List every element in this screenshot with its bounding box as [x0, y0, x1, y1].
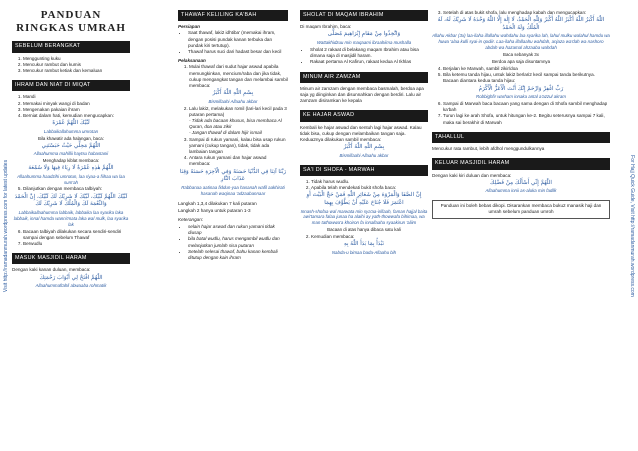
arabic-text: نَبْدَأُ بِمَا بَدَأَ اللّٰهُ بِهِ	[343, 241, 385, 248]
paragraph: Di maqam Ibrahim, baca:	[300, 24, 352, 30]
list-pelaksanaan	[178, 64, 288, 89]
list-item	[189, 106, 288, 137]
list-item: 3. Mencukur rambut ketiak dan kemaluan	[23, 68, 130, 74]
subheading: Pelaksanaan	[178, 58, 206, 64]
list-sai-2	[300, 234, 428, 240]
note-text: - Jangan thawaf di dalam hijir ismail	[189, 130, 262, 136]
list-item: • Rakaat pertama Al Kafirun, rakaat kedua Al Ikhlas	[310, 59, 428, 65]
arabic-text: اللّٰهُمَّ افْتَحْ لِي أَبْوَابَ رَحْمَتِكَ	[39, 274, 103, 281]
instruction-text: Menghadap kiblat membaca:	[42, 158, 100, 164]
transliteration: Rabbanaa aatinaa fiddun-yaa hasanah wafil aakhirati hasanah waqinaa 'adzaabannaar	[181, 184, 285, 196]
transliteration: Allaahumma mahillii haytsu habastanii	[33, 151, 109, 157]
section-header-ihram: IHRAM DAN NIAT DI MIQAT	[12, 80, 130, 91]
transliteration: Nabda-u bimaa bada-Allaahu bih	[331, 249, 397, 255]
paragraph: Langkah 1,3,4 dilakukan 7 kali putaran	[178, 200, 257, 206]
list-item: 3. Sampai di rukun yamani, kalau bisa usap rukun yamani (cukup tangan), tidak, tidak ada lambaian tangan	[189, 137, 288, 156]
list-item: 4. Berjalan ke Marwah, sambil zikir/doa	[443, 66, 610, 72]
list-sai-4	[432, 66, 610, 85]
list-item-text: Lalu laki2, melakukan romil (lari-lari kecil pada 3 putaran pertama)	[189, 105, 287, 117]
list-sebelum	[12, 56, 130, 75]
paragraph: Langkah 2 hanya untuk putaran 1-3	[178, 207, 251, 213]
column-3	[300, 6, 428, 257]
list-item: 5. Bila ketemu tanda hijau, untuk laki2 berlari2 kecil sampai tanda berikutnya. Bacaan diantara kedua tanda hijau:	[443, 72, 610, 84]
section-header-keluar: KELUAR MASJIDIL HARAM	[432, 158, 610, 169]
note-text: - Tidak ada bacaan khusus, bisa membaca Al Quran, doa atau zikir	[189, 118, 282, 130]
transliteration: Bismillaahi Allaahu akbar	[339, 152, 389, 158]
section-header-zamzam: MINUM AIR ZAMZAM	[300, 72, 428, 83]
list-ihram-cont2	[12, 229, 130, 248]
list-item: 1. Menggunting kuku	[23, 56, 130, 62]
list-persiapan	[178, 30, 288, 55]
list-item: 7. Berwudlu	[23, 241, 130, 247]
transliteration: Allaahummaftahli abwaaba rohmatik	[35, 283, 107, 289]
arabic-text: بِسْمِ اللّٰهِ اللّٰهُ أَكْبَرُ	[343, 144, 385, 151]
transliteration: Robbighfir warham innaka antal a'azzul akram	[476, 94, 566, 100]
arabic-text: اللّٰهُمَّ مَحِلِّي حَيْثُ حَبَسْتَنِي	[41, 142, 101, 149]
list-item: 7. Turun lagi ke arah Shofa, untuk hitungan ke-2. Begitu seterusnya sampai 7 kali, maka sai berakhir di Marwah	[443, 113, 610, 125]
instruction-text: Baca sebanyak 3x	[503, 52, 539, 58]
section-header-thawaf: THAWAF KELILING KA'BAH	[178, 10, 288, 21]
list-item: 3. Setelah di atas bukit shofa, lalu menghadap kabah dan mengucapkan:	[443, 10, 610, 16]
list-item: 2. Apabila telah mendekati bukit shofa baca:	[311, 185, 428, 191]
side-link-right[interactable]: For Hajj Quick Guide, Visit http://ramadanmurah.wordpress.com	[629, 154, 635, 297]
list-item: 2. Kemudian membaca:	[311, 234, 428, 240]
section-header-sholat: SHOLAT DI MAQAM IBRAHIM	[300, 10, 428, 21]
list-item: 1. Tidak harus wudlu.	[311, 179, 428, 185]
list-item: • Saat thawaf, laki2 idhtiba' (memakai ihram, dengan posisi pundak kanan terbuka dan pundak kiri tertutup).	[188, 30, 288, 49]
list-sai	[300, 179, 428, 191]
instruction-text: Bila khawatir ada halangan, baca:	[38, 135, 104, 141]
list-item: • Sholat 2 rakaat di belakang maqam Ibrahim atau bisa dimana saja di masjidil haram.	[310, 47, 428, 59]
transliteration: Wattakhidzuu min maqaami ibraahiima mushalla	[316, 40, 412, 46]
list-item: 4. Antara rukun yamani dan hajar aswad membaca:	[189, 155, 288, 167]
column-4	[432, 6, 610, 219]
arabic-text: رَبِّ اغْفِرْ وَارْحَمْ إِنَّكَ أَنْتَ الْأَعَزُّ الْأَكْرَمُ	[478, 85, 564, 92]
list-item: • Thawaf harus suci dari hadast besar dan kecil	[188, 49, 288, 55]
section-header-tahallul: TAHALLUL	[432, 132, 610, 143]
arabic-text: اللّٰهُمَّ إِنِّي أَسْأَلُكَ مِنْ فَضْلِكَ	[489, 179, 552, 186]
side-text-right	[626, 0, 638, 451]
paragraph: Minum air zamzam dengan membaca basmalah, berdoa apa saja yg diinginkan dan disunnahkan dengan berdiri. Lalu air zamzam disiramkan ke kepala	[300, 85, 424, 104]
list-keterangan	[178, 224, 288, 261]
side-text-left	[0, 0, 12, 451]
arabic-text: لَبَّيْكَ اللّٰهُمَّ عُمْرَةً	[52, 120, 90, 127]
list-pelaksanaan-2	[178, 106, 288, 168]
list-sai-6	[432, 101, 610, 126]
list-item: 2. Mencukur rambut dan kumis	[23, 62, 130, 68]
list-item: 5. Dilanjutkan dengan membaca talbiyah:	[23, 186, 130, 192]
paragraph: Kembali ke hajar aswad dan sentuh lagi hajar aswad. Kalau tidak bisa, cukup dengan melambaikan tangan saja. Kedua2nya dilakukan sambil membaca:	[300, 124, 422, 143]
list-item: 1. Mulai thawaf dari sudut hajar aswad apabila memungkinkan, mencium/raba dan jika tidak, cukup mengangkat tangan dan melambai sambil membaca:	[189, 64, 288, 89]
list-item: 6. Bacaan talbiyah dilakukan secara sendiri-sendiri sampai dengan sebelum Thawaf	[23, 229, 130, 241]
transliteration: Allaahumma innii as-aluka min fadlik	[485, 188, 557, 194]
paragraph: Dengan kaki kiri duluan dan membaca:	[432, 172, 512, 178]
footer-note: Panduan ini boleh bebas dikopi. Disarankan membaca buku2 manasik haji dan umrah sebelum panduan umroh	[432, 200, 610, 218]
list-sholat	[300, 47, 428, 66]
instruction-text: Bacaan di atas hanya dibaca satu kali	[327, 227, 401, 233]
arabic-text: اللّٰهُمَّ هٰذِهِ عُمْرَةٌ لَا رِيَاءَ فِيهَا وَلَا سُمْعَةَ	[28, 165, 114, 172]
list-item: 6. Sampai di Marwah baca bacaan yang sama dengan di Shofa sambil menghadap ka'bah	[443, 101, 610, 113]
list-item: 3. Mengenakan pakaian ihram	[23, 107, 130, 113]
side-link-left[interactable]: Visit http://ramadanmurah.wordpress.com for latest updates	[3, 159, 9, 292]
page-title: PANDUAN RINGKAS UMRAH	[16, 9, 126, 34]
transliteration: Allahu Akbar (3x) laa-ilaha illallahu wahdahu laa syarika lah, lahul mulku walahul hamdu wa huwa 'alaa kulli syai-in qodiir. Laa-ilaha illallaahu wahdah, anjaza wa'dah wa nashoro abdah wa hazamal ahzaaba wahdah	[432, 33, 610, 51]
section-header-hajar-aswad: KE HAJAR ASWAD	[300, 110, 428, 121]
arabic-text: بِسْمِ اللّٰهِ اللّٰهُ أَكْبَرُ	[212, 90, 254, 97]
list-item: • selain hajar aswad dan rukun yamani tidak diusap	[188, 224, 288, 236]
list-item: 2. Memakai minyak wangi di badan	[23, 101, 130, 107]
arabic-text: لَبَّيْكَ اللّٰهُمَّ لَبَّيْكَ، لَبَّيْكَ لَا شَرِيْكَ لَكَ لَبَّيْكَ، إِنَّ الْحَمْدَ وَالنِّعْمَةَ لَكَ وَالْمُلْكَ لَا شَرِيْكَ لَكَ	[14, 193, 128, 208]
arabic-text: إِنَّ الصَّفَا وَالْمَرْوَةَ مِنْ شَعَائِرِ اللّٰهِ فَمَنْ حَجَّ الْبَيْتَ أَوِ اعْتَمَرَ فَلَا جُنَاحَ عَلَيْهِ أَنْ يَطَّوَّفَ بِهِمَا	[306, 192, 422, 206]
transliteration: Allaahumma haadzihi umrotun, laa riyaa-a fiihaa wa laa sum'ah	[17, 173, 125, 185]
section-header-sebelum: SEBELUM BERANGKAT	[12, 41, 130, 52]
section-header-sai: SA'I DI SHOFA - MARWAH	[300, 165, 428, 176]
arabic-text: رَبَّنَا آتِنَا فِي الدُّنْيَا حَسَنَةً وَفِي الْآخِرَةِ حَسَنَةً وَقِنَا عَذَابَ النَّارِ	[179, 168, 287, 183]
list-item: • Setelah selesai thawaf, bahu kanan kembali ditutup dengan kain ihram	[188, 249, 288, 261]
list-ihram-cont	[12, 186, 130, 192]
transliteration: Innash-shofaa wal marwata min sya'aa-irillaah, faman hajjal baita awi'tamara falaa junaa ha alaihi ay yath-thowwafa bihimaa, wa man tathowwa'a khoiron fa innallaaha syaakirun 'aliim	[300, 208, 428, 226]
transliteration: Bismillaahi Allaahu akbar	[208, 98, 258, 104]
list-sai-3	[432, 10, 610, 16]
list-ihram	[12, 94, 130, 119]
section-header-masuk: MASUK MASJIDIL HARAM	[12, 253, 130, 264]
column-2	[178, 6, 288, 261]
list-item: • bila batal wudlu, harus mengambil wudlu dan melanjutkan jumlah sisa putaran	[188, 236, 288, 248]
column-1	[12, 6, 130, 290]
subheading: Keterangan:	[178, 216, 204, 222]
transliteration: Labbaikallaahumma labbaik, labbaika laa syarika laka labbaik, innal hamda wanni'mata laka wal mulk, laa syarika lak	[13, 209, 129, 227]
subheading: Persiapan	[178, 24, 200, 30]
transliteration: Labbaikallahumma umrotan	[43, 128, 99, 134]
arabic-text: وَاتَّخِذُوا مِنْ مَقَامِ إِبْرَاهِيمَ مُصَلًّى	[327, 31, 401, 38]
list-item: 4. Berniat dalam hati, kemudian mengucapkan:	[23, 113, 130, 119]
arabic-text: اللّٰهُ أَكْبَرُ اللّٰهُ أَكْبَرُ اللّٰهُ أَكْبَرُ وَلِلّٰهِ الْحَمْدُ، لَا إِلٰهَ إِلَّا اللّٰهُ وَحْدَهُ لَا شَرِيْكَ لَهُ، لَهُ الْمُلْكُ وَلَهُ الْحَمْدُ	[437, 17, 605, 31]
list-item: 1. Mandi	[23, 94, 130, 100]
instruction-text: Berdoa apa saja disuntamnya	[491, 59, 551, 65]
paragraph: Dengan kaki kanan duluan, membaca:	[12, 267, 91, 273]
paragraph: Mencukur rata rambut, lebih afdhol menggundulkannya	[432, 146, 545, 152]
